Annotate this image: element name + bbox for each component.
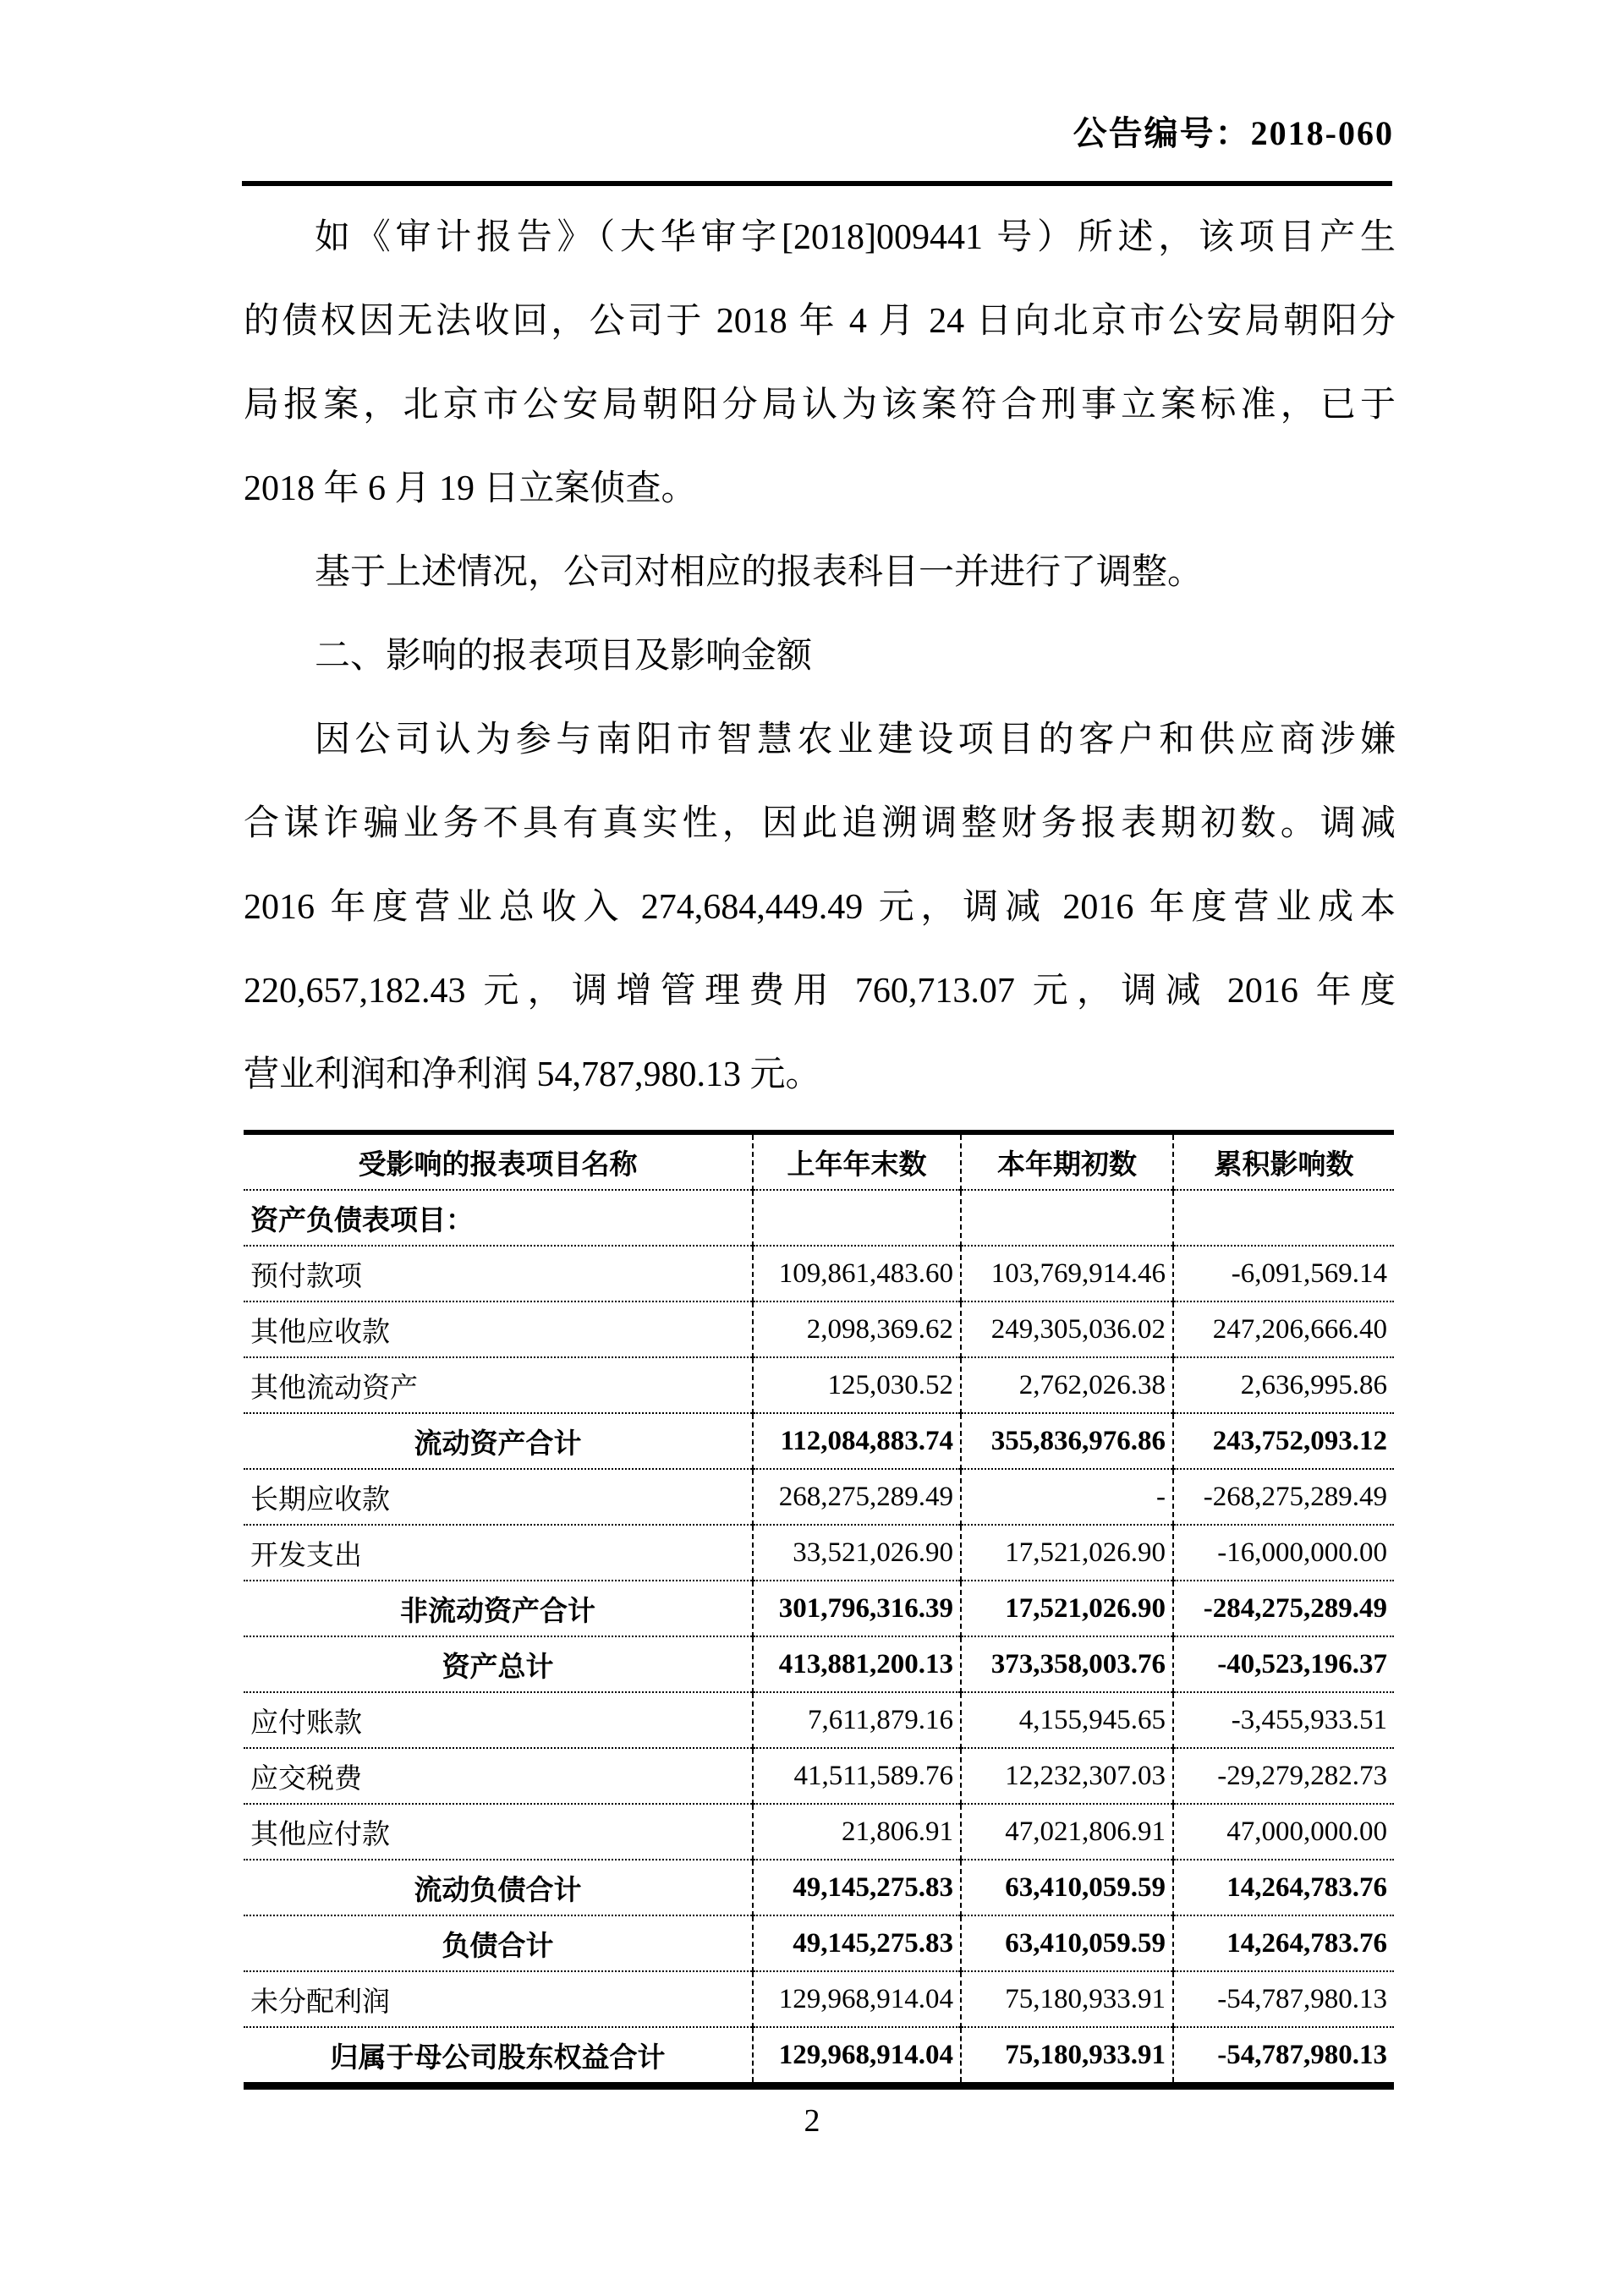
cumulative-impact-cell: -40,523,196.37 <box>1173 1636 1394 1692</box>
period-begin-cell: 2,762,026.38 <box>961 1357 1173 1413</box>
period-begin-cell: - <box>961 1469 1173 1525</box>
cumulative-impact-cell: 47,000,000.00 <box>1173 1804 1394 1860</box>
prev-year-end-cell: 268,275,289.49 <box>753 1469 961 1525</box>
cumulative-impact-cell: 14,264,783.76 <box>1173 1860 1394 1915</box>
item-name-cell: 应付账款 <box>244 1692 753 1748</box>
prev-year-end-cell: 125,030.52 <box>753 1357 961 1413</box>
item-name-cell: 其他流动资产 <box>244 1357 753 1413</box>
cumulative-impact-cell: -284,275,289.49 <box>1173 1581 1394 1636</box>
table-row <box>244 1246 1394 1301</box>
period-begin-cell: 75,180,933.91 <box>961 1971 1173 2027</box>
paragraph-line: 2016 年度营业总收入 274,684,449.49 元，调减 2016 年度营业成本 <box>244 888 1396 927</box>
prev-year-end-cell: 21,806.91 <box>753 1804 961 1860</box>
table-row <box>244 1692 1394 1748</box>
prev-year-end-cell: 49,145,275.83 <box>753 1860 961 1915</box>
item-name-cell: 流动资产合计 <box>244 1413 753 1469</box>
prev-year-end-cell: 129,968,914.04 <box>753 2027 961 2086</box>
body-text <box>244 196 1396 1117</box>
paragraph-line: 2018 年 6 月 19 日立案侦查。 <box>244 469 697 508</box>
table-header-row <box>244 1132 1394 1190</box>
item-name-cell: 其他应付款 <box>244 1804 753 1860</box>
table-row <box>244 1357 1394 1413</box>
paragraph-line: 局报案，北京市公安局朝阳分局认为该案符合刑事立案标准，已于 <box>244 386 1396 425</box>
cumulative-impact-cell: -6,091,569.14 <box>1173 1246 1394 1301</box>
table-row <box>244 1525 1394 1581</box>
period-begin-cell: 12,232,307.03 <box>961 1748 1173 1804</box>
period-begin-cell: 4,155,945.65 <box>961 1692 1173 1748</box>
table-row <box>244 1190 1394 1246</box>
prev-year-end-cell: 2,098,369.62 <box>753 1301 961 1357</box>
item-name-cell: 长期应收款 <box>244 1469 753 1525</box>
header-divider <box>242 181 1392 186</box>
announcement-number: 公告编号：2018-060 <box>1073 114 1394 152</box>
item-name-cell: 预付款项 <box>244 1246 753 1301</box>
period-begin-cell: 63,410,059.59 <box>961 1860 1173 1915</box>
cumulative-impact-cell: 14,264,783.76 <box>1173 1915 1394 1971</box>
paragraph-line: 220,657,182.43 元，调增管理费用 760,713.07 元，调减 2016 年度 <box>244 972 1396 1011</box>
table-row <box>244 1860 1394 1915</box>
table-row <box>244 1748 1394 1804</box>
paragraph-line: 基于上述情况，公司对相应的报表科目一并进行了调整。 <box>315 553 1204 592</box>
cumulative-impact-cell: -54,787,980.13 <box>1173 1971 1394 2027</box>
col-header-item-name: 受影响的报表项目名称 <box>244 1132 753 1190</box>
cumulative-impact-cell: -3,455,933.51 <box>1173 1692 1394 1748</box>
paragraph-line: 合谋诈骗业务不具有真实性，因此追溯调整财务报表期初数。调减 <box>244 804 1396 843</box>
period-begin-cell: 75,180,933.91 <box>961 2027 1173 2086</box>
cumulative-impact-cell: -268,275,289.49 <box>1173 1469 1394 1525</box>
period-begin-cell: 355,836,976.86 <box>961 1413 1173 1469</box>
cumulative-impact-cell: 243,752,093.12 <box>1173 1413 1394 1469</box>
period-begin-cell: 249,305,036.02 <box>961 1301 1173 1357</box>
cumulative-impact-cell: -54,787,980.13 <box>1173 2027 1394 2086</box>
item-name-cell: 负债合计 <box>244 1915 753 1971</box>
table-row <box>244 1915 1394 1971</box>
table-row <box>244 1804 1394 1860</box>
cumulative-impact-cell: -29,279,282.73 <box>1173 1748 1394 1804</box>
period-begin-cell: 103,769,914.46 <box>961 1246 1173 1301</box>
cumulative-impact-cell <box>1173 1190 1394 1246</box>
prev-year-end-cell: 7,611,879.16 <box>753 1692 961 1748</box>
cumulative-impact-cell: 2,636,995.86 <box>1173 1357 1394 1413</box>
period-begin-cell: 17,521,026.90 <box>961 1525 1173 1581</box>
item-name-cell: 应交税费 <box>244 1748 753 1804</box>
item-name-cell: 开发支出 <box>244 1525 753 1581</box>
item-name-cell: 非流动资产合计 <box>244 1581 753 1636</box>
prev-year-end-cell: 413,881,200.13 <box>753 1636 961 1692</box>
col-header-prev-year-end: 上年年末数 <box>753 1132 961 1190</box>
prev-year-end-cell: 49,145,275.83 <box>753 1915 961 1971</box>
item-name-cell: 资产总计 <box>244 1636 753 1692</box>
paragraph-line: 营业利润和净利润 54,787,980.13 元。 <box>244 1055 821 1094</box>
prev-year-end-cell: 112,084,883.74 <box>753 1413 961 1469</box>
page-number: 2 <box>804 2103 820 2139</box>
prev-year-end-cell: 33,521,026.90 <box>753 1525 961 1581</box>
period-begin-cell: 63,410,059.59 <box>961 1915 1173 1971</box>
table-row <box>244 1301 1394 1357</box>
impact-table <box>244 1130 1394 2090</box>
paragraph-line: 因公司认为参与南阳市智慧农业建设项目的客户和供应商涉嫌 <box>315 721 1396 759</box>
item-name-cell: 其他应收款 <box>244 1301 753 1357</box>
prev-year-end-cell: 41,511,589.76 <box>753 1748 961 1804</box>
paragraph-line: 如《审计报告》（大华审字[2018]009441 号）所述，该项目产生 <box>315 218 1396 257</box>
cumulative-impact-cell: -16,000,000.00 <box>1173 1525 1394 1581</box>
period-begin-cell: 373,358,003.76 <box>961 1636 1173 1692</box>
section-heading: 二、影响的报表项目及影响金额 <box>315 637 813 676</box>
item-name-cell: 资产负债表项目： <box>244 1190 753 1246</box>
prev-year-end-cell <box>753 1190 961 1246</box>
prev-year-end-cell: 129,968,914.04 <box>753 1971 961 2027</box>
table-row <box>244 1636 1394 1692</box>
table-row <box>244 1581 1394 1636</box>
cumulative-impact-cell: 247,206,666.40 <box>1173 1301 1394 1357</box>
table-row <box>244 1469 1394 1525</box>
period-begin-cell <box>961 1190 1173 1246</box>
col-header-period-begin: 本年期初数 <box>961 1132 1173 1190</box>
col-header-cumulative: 累积影响数 <box>1214 1149 1354 1181</box>
table-row <box>244 1413 1394 1469</box>
period-begin-cell: 47,021,806.91 <box>961 1804 1173 1860</box>
item-name-cell: 流动负债合计 <box>244 1860 753 1915</box>
item-name-cell: 未分配利润 <box>244 1971 753 2027</box>
item-name-cell: 归属于母公司股东权益合计 <box>244 2027 753 2086</box>
prev-year-end-cell: 301,796,316.39 <box>753 1581 961 1636</box>
period-begin-cell: 17,521,026.90 <box>961 1581 1173 1636</box>
paragraph-line: 的债权因无法收回，公司于 2018 年 4 月 24 日向北京市公安局朝阳分 <box>244 302 1396 341</box>
table-row <box>244 2027 1394 2086</box>
table-row <box>244 1971 1394 2027</box>
prev-year-end-cell: 109,861,483.60 <box>753 1246 961 1301</box>
